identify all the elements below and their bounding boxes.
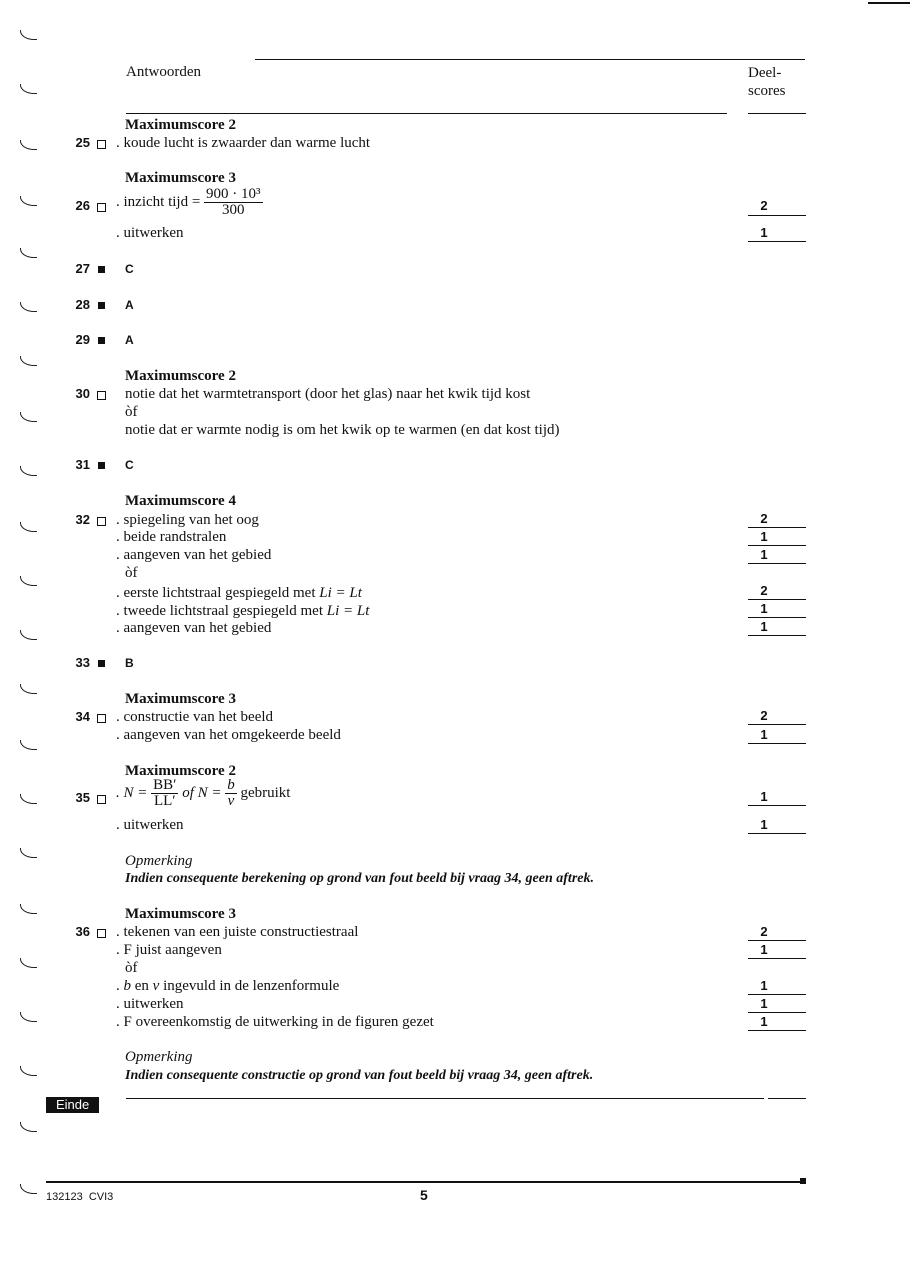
q32-line-3: . aangeven van het gebied xyxy=(116,547,272,563)
q32-score-4: 2 xyxy=(760,583,768,598)
q26-line-1-text: . inzicht tijd = xyxy=(116,193,201,210)
q26-line-2: . uitwerken xyxy=(116,225,184,241)
q36-score-1: 2 xyxy=(760,924,768,939)
q36-score-2: 1 xyxy=(760,942,768,957)
q35-maxscore: Maximumscore 2 xyxy=(125,763,236,779)
footer-code: 132123 CVI3 xyxy=(46,1191,114,1203)
q27-answer: C xyxy=(125,262,134,276)
q30-line-2: notie dat er warmte nodig is om het kwik op te warmen (en dat kost tijd) xyxy=(125,422,560,438)
score-line xyxy=(748,805,806,806)
closed-question-icon xyxy=(98,462,105,469)
closed-question-icon xyxy=(98,266,105,273)
header-top-rule xyxy=(255,59,805,60)
q36-line-3: . b en v ingevuld in de lenzenformule xyxy=(116,978,340,994)
q32-line-5-formula: Li = Lt xyxy=(326,603,370,619)
q30-alternative: òf xyxy=(125,404,138,420)
q28-number: 28 xyxy=(75,297,90,312)
binding-mark xyxy=(20,576,37,586)
score-line xyxy=(748,599,806,600)
q32-score-3: 1 xyxy=(760,547,768,562)
q35-formula-2-lhs: of N = xyxy=(182,784,222,801)
q35-score-1: 1 xyxy=(760,789,768,804)
binding-mark xyxy=(20,356,37,366)
q26-score-1: 2 xyxy=(760,198,768,213)
q32-maxscore: Maximumscore 4 xyxy=(125,493,236,509)
q30-line-1: notie dat het warmtetransport (door het glas) naar het kwik tijd kost xyxy=(125,386,531,402)
q36-line-5: . F overeenkomstig de uitwerking in de figuren gezet xyxy=(116,1014,434,1030)
q26-fraction xyxy=(204,187,263,218)
q36-number: 36 xyxy=(75,924,90,939)
q30-maxscore: Maximumscore 2 xyxy=(125,368,236,384)
q35-fraction-2-denominator: v xyxy=(227,793,235,809)
binding-mark xyxy=(20,248,37,258)
q35-fraction-1-numerator: BB′ xyxy=(153,777,177,793)
binding-mark xyxy=(20,794,37,804)
score-line xyxy=(748,833,806,834)
q32-line-5-text: . tweede lichtstraal gespiegeld met xyxy=(116,603,324,619)
header-scores-2: scores xyxy=(748,83,786,99)
footer-rule xyxy=(46,1181,804,1183)
score-line xyxy=(748,724,806,725)
footer-rule-end-mark xyxy=(800,1178,806,1184)
q32-line-1: . spiegeling van het oog xyxy=(116,512,259,528)
q36-var-b: b xyxy=(123,978,131,994)
q25-number: 25 xyxy=(75,135,90,150)
q32-score-1: 2 xyxy=(760,511,768,526)
q26-fraction-numerator: 900 · 10³ xyxy=(206,186,261,202)
end-rule-scores xyxy=(768,1098,806,1099)
q35-line-1-suffix: gebruikt xyxy=(240,784,291,801)
q32-line-4-formula: Li = Lt xyxy=(319,585,362,601)
q36-score-3: 1 xyxy=(760,978,768,993)
q29-answer: A xyxy=(125,333,134,347)
q35-fraction-2 xyxy=(225,778,237,809)
score-line xyxy=(748,958,806,959)
q32-line-4 xyxy=(116,584,362,602)
binding-mark xyxy=(20,740,37,750)
binding-mark xyxy=(20,466,37,476)
q35-number: 35 xyxy=(75,790,90,805)
binding-mark xyxy=(20,630,37,640)
binding-mark xyxy=(20,412,37,422)
q34-number: 34 xyxy=(75,709,90,724)
open-question-icon xyxy=(97,391,106,400)
q36-line-4: . uitwerken xyxy=(116,996,184,1012)
q31-answer: C xyxy=(125,458,134,472)
q35-fraction-1-denominator: LL′ xyxy=(153,793,176,809)
q32-score-2: 1 xyxy=(760,529,768,544)
header-answers: Antwoorden xyxy=(126,64,201,80)
q36-score-4: 1 xyxy=(760,996,768,1011)
q32-number: 32 xyxy=(75,512,90,527)
q36-alternative: òf xyxy=(125,960,138,976)
q36-remark-label: Opmerking xyxy=(125,1049,193,1065)
closed-question-icon xyxy=(98,337,105,344)
q26-score-2: 1 xyxy=(760,225,768,240)
header-scores-1: Deel- xyxy=(748,65,782,81)
q32-line-4-text: . eerste lichtstraal gespiegeld met xyxy=(116,585,316,601)
q25-line-1: . koude lucht is zwaarder dan warme lucht xyxy=(116,135,371,151)
open-question-icon xyxy=(97,795,106,804)
q35-fraction-1 xyxy=(151,778,178,809)
closed-question-icon xyxy=(98,660,105,667)
q36-line-2: . F juist aangeven xyxy=(116,942,222,958)
q32-line-5 xyxy=(116,602,369,620)
end-rule xyxy=(126,1098,764,1099)
q34-score-1: 2 xyxy=(760,708,768,723)
q35-remark-text: Indien consequente berekening op grond van fout beeld bij vraag 34, geen aftrek. xyxy=(125,871,594,886)
q34-line-1: . constructie van het beeld xyxy=(116,709,274,725)
q32-alternative: òf xyxy=(125,565,138,581)
score-line xyxy=(748,743,806,744)
q35-line-2: . uitwerken xyxy=(116,817,184,833)
page-number: 5 xyxy=(420,1187,428,1203)
score-line xyxy=(748,545,806,546)
q35-formula-1-lhs: . N = xyxy=(116,784,148,801)
closed-question-icon xyxy=(98,302,105,309)
binding-mark xyxy=(20,302,37,312)
header-bottom-rule-scores xyxy=(748,113,806,114)
q34-line-2: . aangeven van het omgekeerde beeld xyxy=(116,727,341,743)
binding-mark xyxy=(20,84,37,94)
score-line xyxy=(748,241,806,242)
corner-mark xyxy=(868,2,910,4)
open-question-icon xyxy=(97,714,106,723)
q26-line-1 xyxy=(116,187,263,218)
open-question-icon xyxy=(97,517,106,526)
q25-maxscore: Maximumscore 2 xyxy=(125,117,236,133)
q32-line-6: . aangeven van het gebied xyxy=(116,620,272,636)
score-line xyxy=(748,215,806,216)
binding-mark xyxy=(20,1122,37,1132)
q36-line-3-text: ingevuld in de lenzenformule xyxy=(159,978,340,994)
score-line xyxy=(748,617,806,618)
header-bottom-rule xyxy=(126,113,727,114)
binding-mark xyxy=(20,1066,37,1076)
binding-mark xyxy=(20,30,37,40)
q28-answer: A xyxy=(125,298,134,312)
binding-mark xyxy=(20,196,37,206)
q35-line-1 xyxy=(116,778,290,809)
q32-score-6: 1 xyxy=(760,619,768,634)
binding-mark xyxy=(20,140,37,150)
binding-mark xyxy=(20,1184,37,1194)
q26-maxscore: Maximumscore 3 xyxy=(125,170,236,186)
q36-remark-text: Indien consequente constructie op grond van fout beeld bij vraag 34, geen aftrek. xyxy=(125,1068,594,1083)
end-label: Einde xyxy=(46,1097,99,1113)
score-line xyxy=(748,1030,806,1031)
q33-answer: B xyxy=(125,656,134,670)
q35-remark-label: Opmerking xyxy=(125,853,193,869)
q26-number: 26 xyxy=(75,198,90,213)
q32-score-5: 1 xyxy=(760,601,768,616)
q36-line-3-and: en xyxy=(131,978,153,994)
binding-mark xyxy=(20,848,37,858)
binding-mark xyxy=(20,684,37,694)
q35-score-2: 1 xyxy=(760,817,768,832)
binding-mark xyxy=(20,958,37,968)
score-line xyxy=(748,1012,806,1013)
binding-mark xyxy=(20,522,37,532)
score-line xyxy=(748,635,806,636)
q33-number: 33 xyxy=(75,655,90,670)
q36-maxscore: Maximumscore 3 xyxy=(125,906,236,922)
binding-mark xyxy=(20,1012,37,1022)
score-line xyxy=(748,994,806,995)
score-line xyxy=(748,527,806,528)
q31-number: 31 xyxy=(75,457,90,472)
q34-score-2: 1 xyxy=(760,727,768,742)
q30-number: 30 xyxy=(75,386,90,401)
open-question-icon xyxy=(97,140,106,149)
q36-var-v: v xyxy=(152,978,160,994)
q34-maxscore: Maximumscore 3 xyxy=(125,691,236,707)
q32-line-2: . beide randstralen xyxy=(116,529,227,545)
q36-line-1: . tekenen van een juiste constructiestraal xyxy=(116,924,359,940)
open-question-icon xyxy=(97,203,106,212)
q29-number: 29 xyxy=(75,332,90,347)
binding-mark xyxy=(20,904,37,914)
q36-score-5: 1 xyxy=(760,1014,768,1029)
score-line xyxy=(748,563,806,564)
open-question-icon xyxy=(97,929,106,938)
q26-fraction-denominator: 300 xyxy=(222,202,245,218)
q35-fraction-2-numerator: b xyxy=(227,777,235,793)
q27-number: 27 xyxy=(75,261,90,276)
score-line xyxy=(748,940,806,941)
